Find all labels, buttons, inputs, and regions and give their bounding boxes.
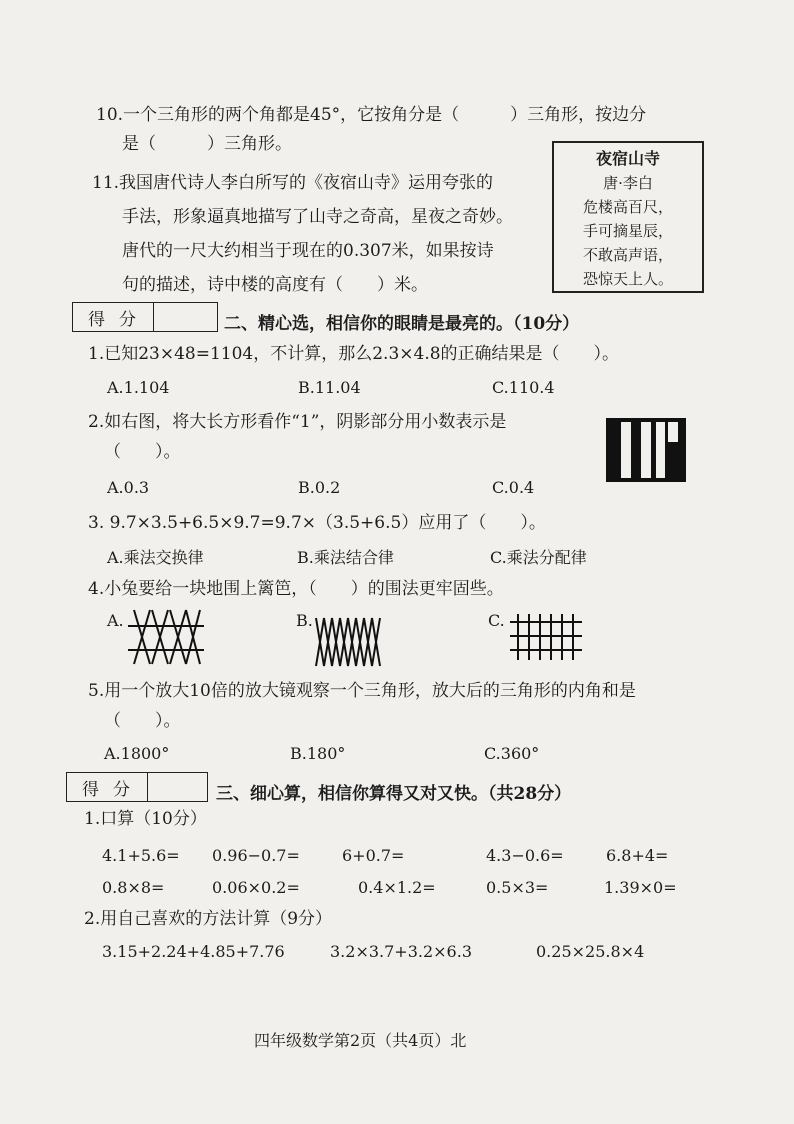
s3-calc-2: 3.2×3.7+3.2×6.3	[330, 942, 472, 961]
fence-a-figure	[128, 610, 204, 664]
s3-sub1: 1.口算（10分）	[84, 809, 207, 829]
section3-title: 三、细心算，相信你算得又对又快。（共28分）	[216, 784, 572, 804]
score-box-section2	[72, 302, 218, 332]
q11-line3: 唐代的一尺大约相当于现在的0.307米，如果按诗	[122, 241, 494, 261]
s3-row2-item1: 0.8×8=	[102, 878, 165, 897]
s2-q3-opt-a: A.乘法交换律	[107, 548, 204, 567]
s2-q4-opt-c: C.	[488, 611, 505, 630]
s2-q1-opt-b: B.11.04	[298, 378, 361, 397]
s3-row2-item3: 0.4×1.2=	[358, 878, 436, 897]
q10-line2: 是（ ）三角形。	[122, 134, 292, 154]
s2-q5-line2: （ ）。	[104, 711, 181, 731]
s3-row1-item4: 4.3−0.6=	[486, 846, 564, 865]
section2-title: 二、精心选，相信你的眼睛是最亮的。（10分）	[224, 314, 580, 334]
poem-line-1: 危楼高百尺，	[582, 198, 673, 216]
score-label: 得分	[73, 303, 154, 331]
s2-q3: 3. 9.7×3.5+6.5×9.7=9.7×（3.5+6.5）应用了（ ）。	[88, 513, 546, 533]
s2-q2-opt-a: A.0.3	[107, 478, 150, 497]
s2-q2-line2: （ ）。	[104, 442, 181, 462]
s2-q5-opt-b: B.180°	[290, 744, 346, 763]
s3-row1-item2: 0.96−0.7=	[212, 846, 300, 865]
strip-unshaded-2	[641, 422, 651, 478]
poem-title: 夜宿山寺	[595, 149, 660, 168]
poem-box	[552, 141, 704, 293]
s2-q5-line1: 5.用一个放大10倍的放大镜观察一个三角形，放大后的三角形的内角和是	[88, 681, 636, 701]
s2-q4-opt-b: B.	[296, 611, 313, 630]
score-blank[interactable]	[148, 773, 207, 801]
fence-c-figure	[510, 614, 582, 660]
s2-q2-opt-b: B.0.2	[298, 478, 341, 497]
s3-sub2: 2.用自己喜欢的方法计算（9分）	[84, 909, 333, 929]
poem-line-4: 恐惊天上人。	[582, 270, 673, 288]
s2-q2-opt-c: C.0.4	[492, 478, 535, 497]
s2-q1-opt-a: A.1.104	[107, 378, 170, 397]
strip-unshaded-4	[668, 422, 678, 442]
s3-row1-item1: 4.1+5.6=	[102, 846, 180, 865]
shaded-rectangle-figure	[606, 418, 686, 482]
q10-line1: 10.一个三角形的两个角都是45°，它按角分是（ ）三角形，按边分	[96, 105, 647, 125]
s3-row2-item4: 0.5×3=	[486, 878, 549, 897]
s2-q3-opt-b: B.乘法结合律	[297, 548, 394, 567]
poem-line-3: 不敢高声语，	[582, 246, 673, 264]
q11-line4: 句的描述，诗中楼的高度有（ ）米。	[122, 275, 428, 295]
s3-row2-item2: 0.06×0.2=	[212, 878, 300, 897]
page-footer: 四年级数学第2页（共4页）北	[254, 1031, 467, 1050]
s2-q1-opt-c: C.110.4	[492, 378, 555, 397]
strip-unshaded-1	[621, 422, 631, 478]
score-label: 得分	[67, 773, 148, 801]
score-box-section3	[66, 772, 208, 802]
poem-line-2: 手可摘星辰，	[582, 222, 673, 240]
s2-q4: 4.小兔要给一块地围上篱笆，（ ）的围法更牢固些。	[88, 579, 504, 599]
strip-unshaded-3	[656, 422, 665, 478]
s2-q4-opt-a: A.	[107, 611, 124, 630]
s3-row1-item3: 6+0.7=	[342, 846, 405, 865]
q11-line1: 11.我国唐代诗人李白所写的《夜宿山寺》运用夸张的	[92, 173, 494, 193]
s2-q2-line1: 2.如右图，将大长方形看作“1”，阴影部分用小数表示是	[88, 412, 507, 432]
fence-b-figure	[316, 614, 382, 670]
poem-author: 唐·李白	[603, 174, 653, 192]
s2-q3-opt-c: C.乘法分配律	[490, 548, 587, 567]
score-blank[interactable]	[154, 303, 217, 331]
s3-row1-item5: 6.8+4=	[606, 846, 669, 865]
s2-q5-opt-a: A.1800°	[104, 744, 170, 763]
s3-calc-3: 0.25×25.8×4	[536, 942, 645, 961]
s3-row2-item5: 1.39×0=	[604, 878, 677, 897]
s2-q5-opt-c: C.360°	[484, 744, 540, 763]
q11-line2: 手法，形象逼真地描写了山寺之奇高，星夜之奇妙。	[122, 207, 513, 227]
s2-q1: 1.已知23×48=1104，不计算，那么2.3×4.8的正确结果是（ ）。	[88, 344, 620, 364]
s3-calc-1: 3.15+2.24+4.85+7.76	[102, 942, 285, 961]
